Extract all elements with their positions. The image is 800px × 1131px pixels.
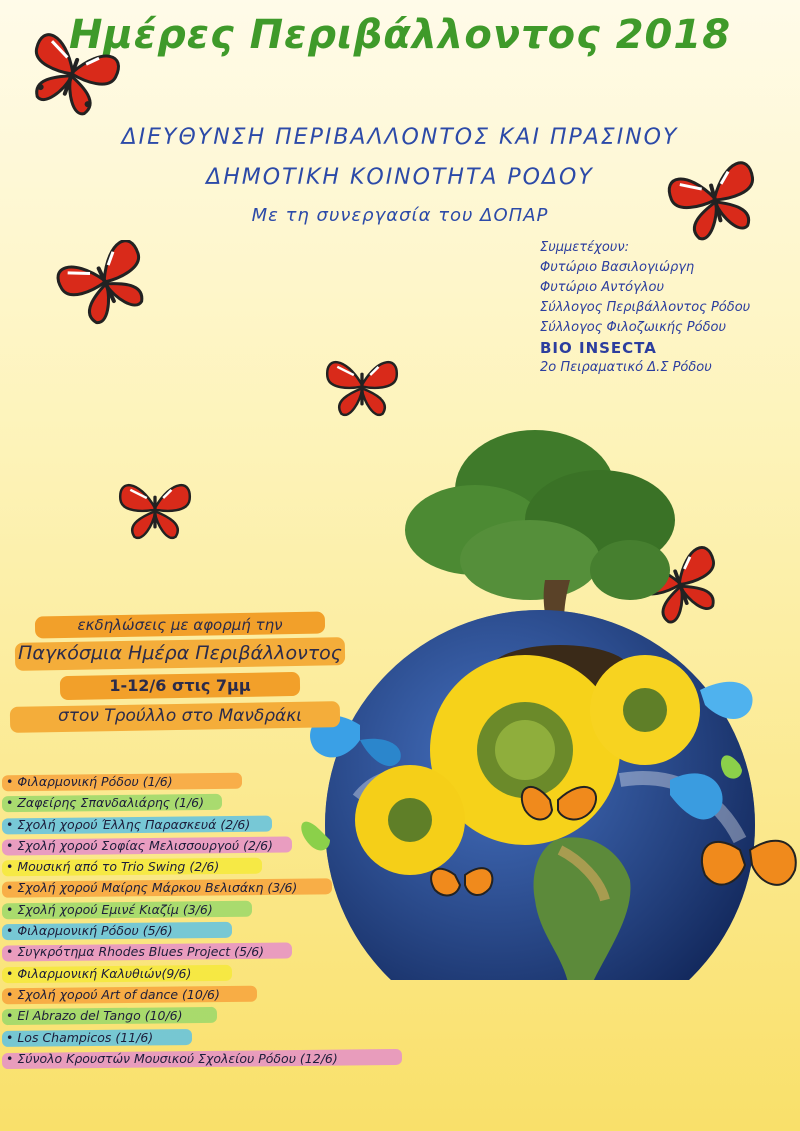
schedule-item bbox=[2, 942, 422, 963]
schedule-item-text: • Σχολή χορού Έλλης Παρασκευά (2/6) bbox=[6, 816, 251, 832]
sunflower-icon bbox=[590, 655, 700, 765]
schedule-item-text: • Ζαφείρης Σπανδαλιάρης (1/6) bbox=[6, 795, 204, 811]
schedule-item bbox=[2, 1028, 422, 1049]
schedule-item-text: • Φιλαρμονική Καλυθιών(9/6) bbox=[6, 965, 192, 981]
butterfly-icon bbox=[55, 240, 155, 325]
schedule-item bbox=[2, 772, 422, 793]
schedule-item bbox=[2, 1006, 422, 1027]
schedule-item-text: • Φιλαρμονική Ρόδου (5/6) bbox=[6, 923, 173, 939]
event-announcement bbox=[10, 612, 350, 742]
schedule-item bbox=[2, 857, 422, 878]
schedule-item-text: • Σχολή χορού Μαίρης Μάρκου Βελισάκη (3/6) bbox=[6, 880, 298, 896]
schedule-item-text: • Los Champicos (11/6) bbox=[6, 1029, 154, 1045]
schedule-item-text: • Συγκρότημα Rhodes Blues Project (5/6) bbox=[6, 944, 265, 960]
schedule-item bbox=[2, 878, 422, 899]
event-dates: 1-12/6 στις 7μμ bbox=[109, 676, 251, 695]
poster-title: Ημέρες Περιβάλλοντος 2018 bbox=[68, 12, 732, 58]
participant-item: Φυτώριο Αντόγλου bbox=[540, 280, 665, 295]
schedule-item bbox=[2, 1049, 422, 1070]
participant-item: Φυτώριο Βασιλογιώργη bbox=[540, 260, 695, 275]
schedule-item bbox=[2, 793, 422, 814]
organizer-line-2: ΔΗΜΟΤΙΚΗ ΚΟΙΝΟΤΗΤΑ ΡΟΔΟΥ bbox=[206, 165, 594, 190]
schedule-item bbox=[2, 815, 422, 836]
schedule-item-text: • El Abrazo del Tango (10/6) bbox=[6, 1008, 183, 1024]
schedule-item-text: • Μουσική από το Trio Swing (2/6) bbox=[6, 859, 220, 875]
schedule-item bbox=[2, 900, 422, 921]
schedule-item bbox=[2, 964, 422, 985]
event-line-2: Παγκόσμια Ημέρα Περιβάλλοντος bbox=[18, 642, 342, 664]
schedule-item-text: • Σχολή χορού Εμινέ Κιαζίμ (3/6) bbox=[6, 901, 213, 917]
participants-heading: Συμμετέχουν: bbox=[540, 240, 629, 255]
participant-item: BIO INSECTA bbox=[540, 339, 657, 357]
schedule-item-text: • Σχολή χορού Σοφίας Μελισσουργού (2/6) bbox=[6, 837, 273, 853]
event-line-1: εκδηλώσεις με αφορμή την bbox=[77, 616, 283, 634]
schedule-item-text: • Σύνολο Κρουστών Μουσικού Σχολείου Ρόδου (12/6) bbox=[6, 1050, 338, 1066]
schedule-item bbox=[2, 985, 422, 1006]
participant-item: 2ο Πειραματικό Δ.Σ Ρόδου bbox=[540, 360, 712, 375]
event-location: στον Τρούλλο στο Μανδράκι bbox=[57, 706, 302, 726]
organizer-line-1: ΔΙΕΥΘΥΝΣΗ ΠΕΡΙΒΑΛΛΟΝΤΟΣ ΚΑΙ ΠΡΑΣΙΝΟΥ bbox=[121, 125, 679, 150]
butterfly-icon bbox=[665, 158, 765, 243]
participant-item: Σύλλογος Περιβάλλοντος Ρόδου bbox=[540, 300, 751, 315]
schedule-item-text: • Φιλαρμονική Ρόδου (1/6) bbox=[6, 774, 173, 789]
schedule-item bbox=[2, 921, 422, 942]
schedule-item-text: • Σχολή χορού Art of dance (10/6) bbox=[6, 986, 220, 1002]
butterfly-icon bbox=[105, 475, 205, 545]
schedule-list bbox=[2, 772, 422, 1070]
participant-item: Σύλλογος Φιλοζωικής Ρόδου bbox=[540, 320, 727, 335]
schedule-item bbox=[2, 836, 422, 857]
organizer-line-3: Με τη συνεργασία του ΔΟΠΑΡ bbox=[251, 205, 549, 226]
participants-list bbox=[540, 238, 795, 378]
butterfly-icon bbox=[22, 32, 122, 117]
